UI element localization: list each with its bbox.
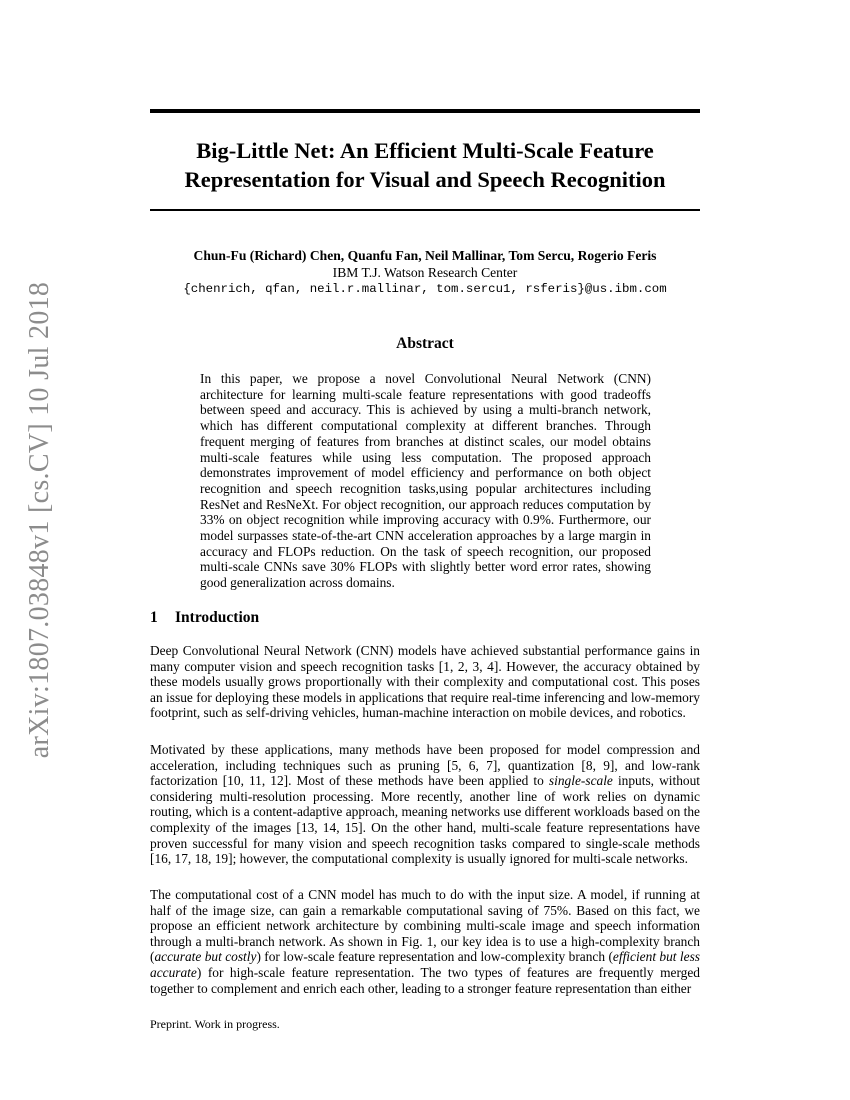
title-line-2: Representation for Visual and Speech Recognition bbox=[184, 167, 666, 192]
intro-p3-emphasis-1: accurate but costly bbox=[154, 949, 257, 965]
author-emails: {chenrich, qfan, neil.r.mallinar, tom.sercu1, rsferis}@us.ibm.com bbox=[183, 282, 667, 296]
title-bottom-rule bbox=[150, 209, 700, 211]
intro-paragraph-2 bbox=[150, 742, 700, 867]
intro-p2-part-a: Motivated by these applications, many methods have been proposed for model compression and acceleration, including techniques such as pruning [5, 6, 7], quantization [8, 9], and low-rank factorization [10, 11, 12]. Most of these methods have been applied to bbox=[150, 742, 700, 789]
intro-p2-part-b: inputs, without considering multi-resolution processing. More recently, another line of work relies on dynamic routing, which is a content-adaptive approach, meaning networks use different workloads based on the complexity of the images [13, 14, 15]. On the other hand, multi-scale feature representations have proven successful for many vision and speech recognition tasks compared to single-scale methods [16, 17, 18, 19]; however, the computational complexity is usually ignored for multi-scale networks. bbox=[150, 773, 701, 867]
section-number: 1 bbox=[150, 609, 158, 626]
footer-note: Preprint. Work in progress. bbox=[150, 1017, 280, 1031]
arxiv-identifier: arXiv:1807.03848v1 [cs.CV] 10 Jul 2018 bbox=[24, 281, 55, 759]
section-heading-introduction bbox=[150, 609, 259, 627]
intro-p3-emphasis-2: efficient but less accurate bbox=[150, 949, 700, 980]
abstract-heading: Abstract bbox=[396, 335, 454, 352]
intro-paragraph-1: Deep Convolutional Neural Network (CNN) models have achieved substantial performance gains in many computer vision and speech recognition tasks [1, 2, 3, 4]. However, the accuracy obtained by these models usually grows proportionally with their complexity and computational cost. This poses an issue for deploying these models in applications that require real-time inferencing and low-memory footprint, such as self-driving vehicles, human-machine interaction on mobile devices, and robotics. bbox=[150, 643, 700, 721]
title-line-1: Big-Little Net: An Efficient Multi-Scale Feature bbox=[196, 138, 654, 163]
intro-p3-part-c: ) for high-scale feature representation. The two types of features are frequently merged together to complement and enrich each other, leading to a stronger feature representation than either bbox=[150, 964, 700, 996]
intro-p2-emphasis: single-scale bbox=[548, 773, 613, 789]
author-list: Chun-Fu (Richard) Chen, Quanfu Fan, Neil Mallinar, Tom Sercu, Rogerio Feris bbox=[193, 248, 657, 263]
intro-paragraph-3 bbox=[150, 887, 700, 996]
intro-p3-part-a: The computational cost of a CNN model has much to do with the input size. A model, if running at half of the image size, can gain a remarkable computational saving of 75%. Based on this fact, we propose an efficient network architecture by combining multi-scale image and speech information through a multi-branch network. As shown in Fig. 1, our key idea is to use a high-complexity branch ( bbox=[150, 887, 700, 965]
abstract-text: In this paper, we propose a novel Convolutional Neural Network (CNN) architecture for learning multi-scale feature representations with good tradeoffs between speed and accuracy. This is achieved by using a multi-branch network, which has different computational complexity at different branches. Through frequent merging of features from branches at distinct scales, our model obtains multi-scale features while using less computation. The proposed approach demonstrates improvement of model efficiency and performance on both object recognition and speech recognition tasks,using popular architectures including ResNet and ResNeXt. For object recognition, our approach reduces computation by 33% on object recognition while improving accuracy with 0.9%. Furthermore, our model surpasses state-of-the-art CNN acceleration approaches by a large margin in accuracy and FLOPs reduction. On the task of speech recognition, our proposed multi-scale CNNs save 30% FLOPs with slightly better word error rates, showing good generalization across domains. bbox=[200, 371, 651, 591]
section-title: Introduction bbox=[175, 609, 260, 626]
title-top-rule bbox=[150, 109, 700, 113]
affiliation: IBM T.J. Watson Research Center bbox=[332, 265, 518, 280]
paper-title bbox=[150, 136, 700, 194]
intro-p3-part-b: ) for low-scale feature representation and low-complexity branch ( bbox=[256, 949, 613, 965]
